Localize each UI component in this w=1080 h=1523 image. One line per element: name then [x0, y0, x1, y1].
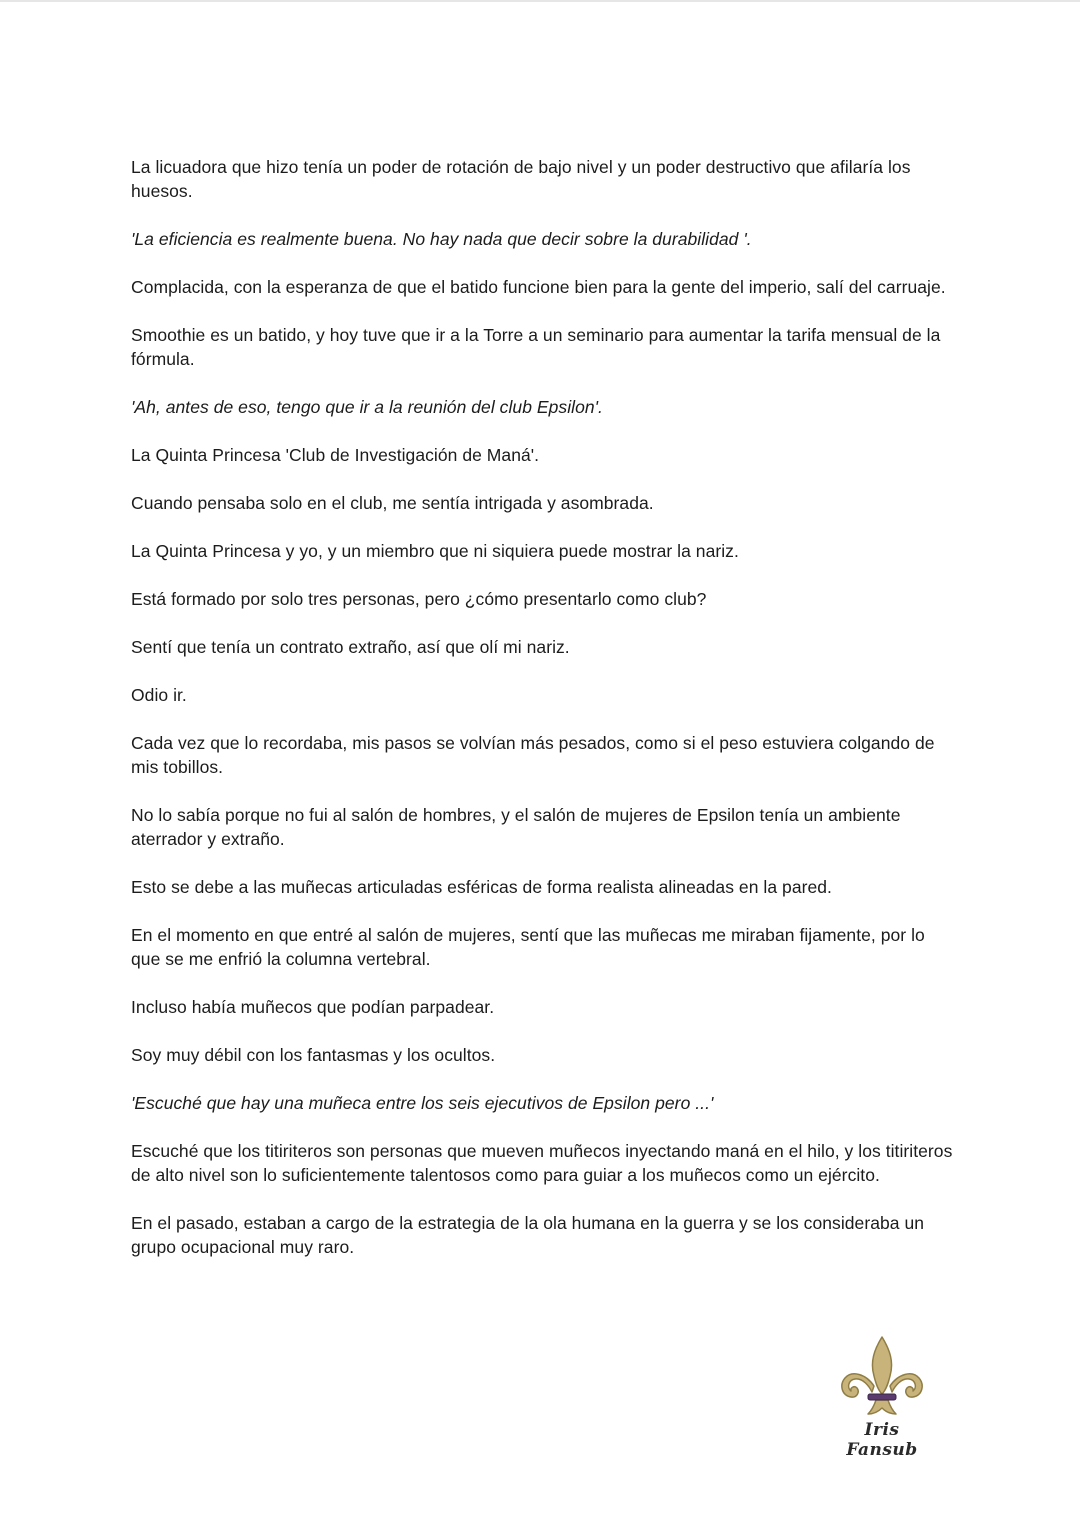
paragraph: Escuché que los titiriteros son personas que mueven muñecos inyectando maná en el hilo, y los titiriteros de alto nivel son lo suficientemente talentosos como para guiar a los muñecos como un ejército. — [131, 1141, 953, 1185]
paragraph: Incluso había muñecos que podían parpadear. — [131, 997, 495, 1017]
paragraph: No lo sabía porque no fui al salón de hombres, y el salón de mujeres de Epsilon tenía un ambiente aterrador y extraño. — [131, 805, 901, 849]
watermark-logo — [826, 1334, 938, 1460]
document-body — [131, 155, 953, 1283]
paragraph-italic: 'Escuché que hay una muñeca entre los seis ejecutivos de Epsilon pero ...' — [131, 1093, 714, 1113]
paragraph: En el momento en que entré al salón de mujeres, sentí que las muñecas me miraban fijamente, por lo que se me enfrió la columna vertebral. — [131, 925, 925, 969]
logo-text: Iris Fansub — [846, 1420, 918, 1460]
paragraph: La Quinta Princesa y yo, y un miembro que ni siquiera puede mostrar la nariz. — [131, 541, 739, 561]
paragraph: Odio ir. — [131, 685, 187, 705]
paragraph: Esto se debe a las muñecas articuladas esféricas de forma realista alineadas en la pared. — [131, 877, 832, 897]
paragraph: Cuando pensaba solo en el club, me sentía intrigada y asombrada. — [131, 493, 654, 513]
paragraph: La Quinta Princesa 'Club de Investigación de Maná'. — [131, 445, 540, 465]
paragraph-italic: 'Ah, antes de eso, tengo que ir a la reunión del club Epsilon'. — [131, 397, 603, 417]
paragraph-italic: 'La eficiencia es realmente buena. No hay nada que decir sobre la durabilidad '. — [131, 229, 752, 249]
fleur-de-lis-icon — [838, 1334, 926, 1422]
paragraph: La licuadora que hizo tenía un poder de rotación de bajo nivel y un poder destructivo que afilaría los huesos. — [131, 157, 911, 201]
paragraph: Complacida, con la esperanza de que el batido funcione bien para la gente del imperio, salí del carruaje. — [131, 277, 946, 297]
paragraph: Smoothie es un batido, y hoy tuve que ir a la Torre a un seminario para aumentar la tarifa mensual de la fórmula. — [131, 325, 941, 369]
paragraph: Está formado por solo tres personas, pero ¿cómo presentarlo como club? — [131, 589, 707, 609]
paragraph: Soy muy débil con los fantasmas y los ocultos. — [131, 1045, 496, 1065]
paragraph: En el pasado, estaban a cargo de la estrategia de la ola humana en la guerra y se los consideraba un grupo ocupacional muy raro. — [131, 1213, 925, 1257]
top-border — [0, 0, 1080, 2]
paragraph: Sentí que tenía un contrato extraño, así que olí mi nariz. — [131, 637, 570, 657]
paragraph: Cada vez que lo recordaba, mis pasos se volvían más pesados, como si el peso estuviera colgando de mis tobillos. — [131, 733, 935, 777]
